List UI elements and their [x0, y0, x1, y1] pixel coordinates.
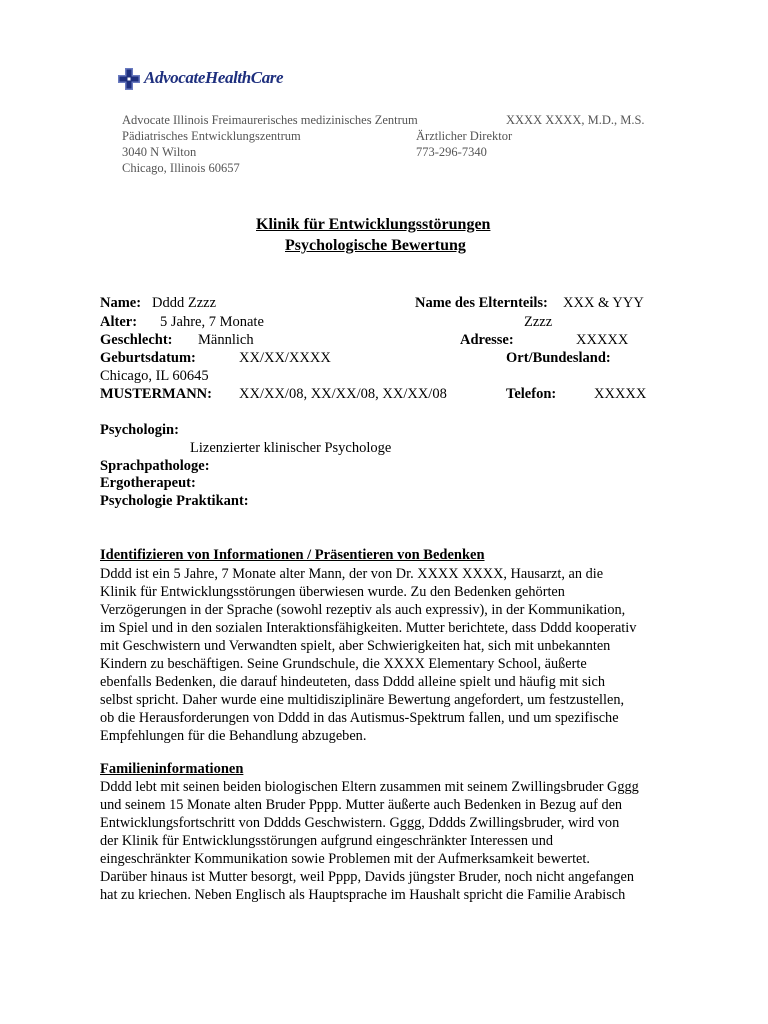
paragraph-line: mit Geschwistern und Verwandten spielt, aber Schwierigkeiten hat, sich mit unbekannten	[100, 638, 611, 654]
paragraph-line: ebenfalls Bedenken, die darauf hindeuteten, dass Dddd alleine spielt und häufig mit sich	[100, 674, 606, 690]
psychologist-value: Lizenzierter klinischer Psychologe	[190, 440, 392, 456]
document-subtitle: Psychologische Bewertung	[285, 237, 466, 254]
parent-value: XXX & YYY	[563, 295, 644, 311]
psychology-intern-label: Psychologie Praktikant:	[100, 493, 249, 509]
name-value: Dddd Zzzz	[152, 295, 217, 311]
address-value: XXXXX	[576, 332, 629, 348]
director-name: XXXX XXXX, M.D., M.S.	[506, 113, 645, 127]
director-role: Ärztlicher Direktor	[416, 129, 513, 143]
gender-value: Männlich	[198, 332, 254, 348]
sample-value: XX/XX/08, XX/XX/08, XX/XX/08	[239, 386, 447, 402]
psychologist-label: Psychologin:	[100, 422, 179, 438]
sample-label: MUSTERMANN:	[100, 386, 212, 402]
city-value: Chicago, IL 60645	[100, 368, 209, 384]
street-address: 3040 N Wilton	[122, 145, 197, 159]
age-value: 5 Jahre, 7 Monate	[160, 314, 264, 330]
department-name: Pädiatrisches Entwicklungszentrum	[122, 129, 301, 143]
logo-wordmark: AdvocateHealthCare	[144, 68, 284, 87]
document-title: Klinik für Entwicklungsstörungen	[256, 216, 491, 233]
paragraph-line: Kindern zu beschäftigen. Seine Grundschule, die XXXX Elementary School, äußerte	[100, 656, 587, 672]
address-label: Adresse:	[460, 332, 514, 348]
dob-label: Geburtsdatum:	[100, 350, 196, 366]
paragraph-line: der Klinik für Entwicklungsstörungen aufgrund eingeschränkter Interessen und	[100, 833, 554, 849]
section-heading-identifying-info: Identifizieren von Informationen / Präsentieren von Bedenken	[100, 547, 485, 563]
parent-value-line2: Zzzz	[524, 314, 553, 330]
paragraph-line: Dddd lebt mit seinen beiden biologischen Eltern zusammen mit seinem Zwillingsbruder Gggg	[100, 779, 639, 795]
section-paragraph-family-info	[100, 778, 639, 904]
paragraph-line: Dddd ist ein 5 Jahre, 7 Monate alter Mann, der von Dr. XXXX XXXX, Hausarzt, an die	[100, 566, 604, 582]
section-heading-family-info: Familieninformationen	[100, 761, 244, 777]
paragraph-line: Klinik für Entwicklungsstörungen überwiesen wurde. Zu den Bedenken gehörten	[100, 584, 565, 600]
phone-label: Telefon:	[506, 386, 557, 402]
director-phone: 773-296-7340	[416, 145, 487, 159]
section-paragraph-identifying-info	[100, 565, 636, 745]
phone-value: XXXXX	[594, 386, 647, 402]
paragraph-line: selbst spricht. Daher wurde eine multidisziplinäre Bewertung angefordert, um festzustellen,	[100, 692, 625, 708]
paragraph-line: hat zu kriechen. Neben Englisch als Hauptsprache im Haushalt spricht die Familie Arabisch	[100, 887, 626, 903]
paragraph-line: Verzögerungen in der Sprache (sowohl rezeptiv als auch expressiv), in der Kommunikation,	[100, 602, 626, 618]
paragraph-line: ob die Herausforderungen von Dddd in das Autismus-Spektrum fallen, und um spezifische	[100, 710, 619, 726]
dob-value: XX/XX/XXXX	[239, 350, 331, 366]
occupational-therapist-label: Ergotherapeut:	[100, 475, 196, 491]
paragraph-line: Empfehlungen für die Behandlung abzugeben.	[100, 728, 367, 744]
paragraph-line: im Spiel und in den sozialen Interaktionsfähigkeiten. Mutter berichtete, dass Dddd kooperativ	[100, 620, 637, 636]
paragraph-line: Darüber hinaus ist Mutter besorgt, weil Pppp, Davids jüngster Bruder, noch nicht angefangen	[100, 869, 634, 885]
name-label: Name:	[100, 295, 142, 311]
parent-label: Name des Elternteils:	[415, 295, 548, 311]
plus-cross-icon	[117, 67, 141, 91]
city-address: Chicago, Illinois 60657	[122, 161, 240, 175]
age-label: Alter:	[100, 314, 138, 330]
paragraph-line: Entwicklungsfortschritt von Dddds Geschwistern. Gggg, Dddds Zwillingsbruder, wird von	[100, 815, 620, 831]
paragraph-line: und seinem 15 Monate alten Bruder Pppp. Mutter äußerte auch Bedenken in Bezug auf den	[100, 797, 623, 813]
speech-pathologist-label: Sprachpathologe:	[100, 458, 210, 474]
paragraph-line: eingeschränkter Kommunikation sowie Problemen mit der Aufmerksamkeit bewertet.	[100, 851, 590, 867]
city-label: Ort/Bundesland:	[506, 350, 611, 366]
gender-label: Geschlecht:	[100, 332, 173, 348]
hospital-name: Advocate Illinois Freimaurerisches medizinisches Zentrum	[122, 113, 418, 127]
